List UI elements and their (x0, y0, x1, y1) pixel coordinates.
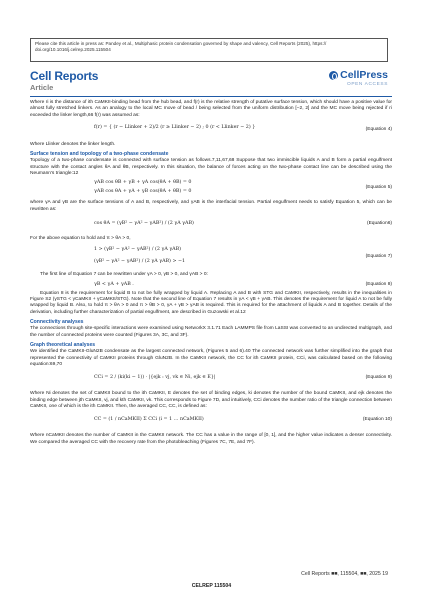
citation-line: Please cite this article in press as: Pandey et al., Multiphasic protein condensation governed by shape and valency, Cell Reports (2025), https:// (35, 41, 327, 46)
equation-label: (Equation 10) (362, 417, 392, 423)
paragraph: Where Ni denotes the set of CaMKII bound to the ith CaMKII, E denotes the set of binding edges, ki denotes the number of the bound CaMKII, and ejk denotes the binding edge between jth CaMKII, vj, and kth CaMKII, vk. This corresponds to Figure 7D, and intuitively, CCi denotes the number ratio of the triangle connection between CaMKII, one of which is the ith CaMKII. Then, the averaged CC, CC, is defined as: (30, 391, 392, 410)
article-type-label: Article (30, 83, 54, 92)
paragraph: Where nCaMKII denotes the number of CaMKII in the CaMKII network. The CC has a value in the range of [0, 1], and the higher value indicates a denser connectivity. We compared the averaged CC with the recovery rate from the photobleaching (Figures 7C, 7E, and 7F). (30, 433, 392, 445)
equation-line: (γB² − γA² − γAB²) / (2 γA γAB) > −1 (94, 258, 186, 264)
section-heading: Connectivity analyses (30, 319, 84, 326)
equation-5 (30, 179, 392, 199)
equation-line: 1 > (γB² − γA² − γAB²) / (2 γA γAB) (94, 246, 182, 252)
paragraph: where γA and γB are the surface tensions of A and B, respectively, and γAB is the interfacial tension. Partial engulfment needs to satisfy Equation 5, which can be rewritten as: (30, 200, 392, 212)
paragraph: We identified the CaMKII-GluN2B condensate as the largest connected network, (Figures 5 and 6).40 The connected network was further simplified into the graph that represented the connectivity of CaMKII proteins through GluN2B. In the CaMKII network, the CC for ith CaMKII protein, CCi, was calculated based on the following equation:69,70 (30, 349, 392, 368)
footer-article-id: CELREP 115504 (191, 583, 232, 589)
open-access-label: OPEN ACCESS (347, 82, 388, 87)
publisher-logo (329, 69, 388, 87)
equation-4 (30, 121, 392, 141)
paragraph: Topology of a two-phase condensate is connected with surface tension as follows.7,11,67,68 Suppose that two immiscible liquids A and B form a partial engulfment structure with the contact angles θA and θB, respectively. In this situation, the balance of forces acting on the two-phase contact line can be described using the Neumann's triangle:12 (30, 158, 392, 177)
equation-9 (30, 370, 392, 390)
citation-notice (30, 38, 388, 62)
cellpress-logo-icon (329, 71, 338, 80)
equation-6 (30, 215, 392, 235)
equation-label: (Equation 5) (365, 185, 392, 191)
section-heading: Graph theoretical analyses (30, 342, 96, 349)
paragraph: For the above equation to hold and π > θA > 0, (30, 235, 131, 241)
equation-body: CC = (1 / nCaMKII) Σ CCi (i = 1 … nCaMKII) (94, 417, 204, 423)
paragraph: The first line of Equation 7 can be rewritten under γA > 0, γB > 0, and γAB > 0: (40, 271, 208, 277)
equation-body: CCi = 2 / (ki(ki − 1)) · |{ejk : vj, vk ∈ Ni, ejk ∈ E}| (94, 375, 216, 381)
equation-label: (Equation 7) (365, 253, 392, 259)
equation-label: (Equation 8) (365, 281, 392, 287)
citation-doi-link[interactable]: doi.org/10.1016/j.celrep.2025.115504 (35, 47, 111, 52)
article-body (30, 100, 392, 448)
journal-title: Cell Reports (30, 69, 99, 83)
publisher-name: CellPress (340, 69, 388, 81)
paragraph: The connections through site-specific interactions were examined using NetworkX 3.1.71 Each LAMMPS file from LaSSI was converted to an undirected multigraph, and the number of connected proteins were counted (Figures 3A, 3C, and 3F). (30, 326, 392, 338)
paragraph: Where Llinker denotes the linker length. (30, 141, 116, 147)
equation-body: f(r) = { (r − Llinker + 2)/2 (r ≥ Llinker − 2) ; 0 (r < Llinker − 2) } (94, 124, 256, 130)
equation-8 (30, 280, 392, 290)
paragraph: Equation 8 is the requirement for liquid B to not be fully wrapped by liquid A. Replacing A and B with STG and CaMKII, respectively, results in the inequalities in Figure S2 (γSTG < γCaMKII + γCaMKII/STG). Note that the second line of Equation 7 results in γA < γB + γAB. This denotes the requirement for liquid A to not be fully wrapped by liquid B. Also, to hold π > θA > 0 and π > θB > 0, γA + γB > γAB is required. This is required for the attachment of liquids A and B together. Details of the derivation, including further characterization of partial engulfment, are described in Guzowski et al.12 (30, 290, 392, 315)
footer-page-info: Cell Reports ■■, 115504, ■■, 2025 19 (301, 571, 388, 577)
equation-label: (Equation 9) (365, 375, 392, 381)
equation-line: γAB cos θB + γB + γA cos(θA + θB) = 0 (94, 180, 192, 186)
equation-body: cos θA = (γB² − γA² − γAB²) / (2 γA γAB) (94, 220, 194, 226)
equation-7 (30, 244, 392, 271)
equation-10 (30, 412, 392, 432)
equation-label: (Equation 4) (365, 126, 392, 132)
header-divider (30, 96, 392, 97)
equation-line: γAB cos θA + γA + γB cos(θA + θB) = 0 (94, 189, 192, 195)
equation-body: γB < γA + γAB . (94, 281, 134, 287)
equation-label: (Equation6) (366, 220, 392, 226)
paragraph: Where ri is the distance of ith CaMKII-binding bead from the hub bead, and f(r) is the relative strength of putative surface tension, which should have a positive value for almost fully stretched linkers. As an analogy to the local MC move of bead / being selected from the uniform distribution [−2, 2] and the MC move being rejected if ri exceeded the linker length,66 f(r) was assumed as: (30, 100, 392, 118)
section-heading: Surface tension and topology of a two-phase condensate (30, 151, 169, 158)
